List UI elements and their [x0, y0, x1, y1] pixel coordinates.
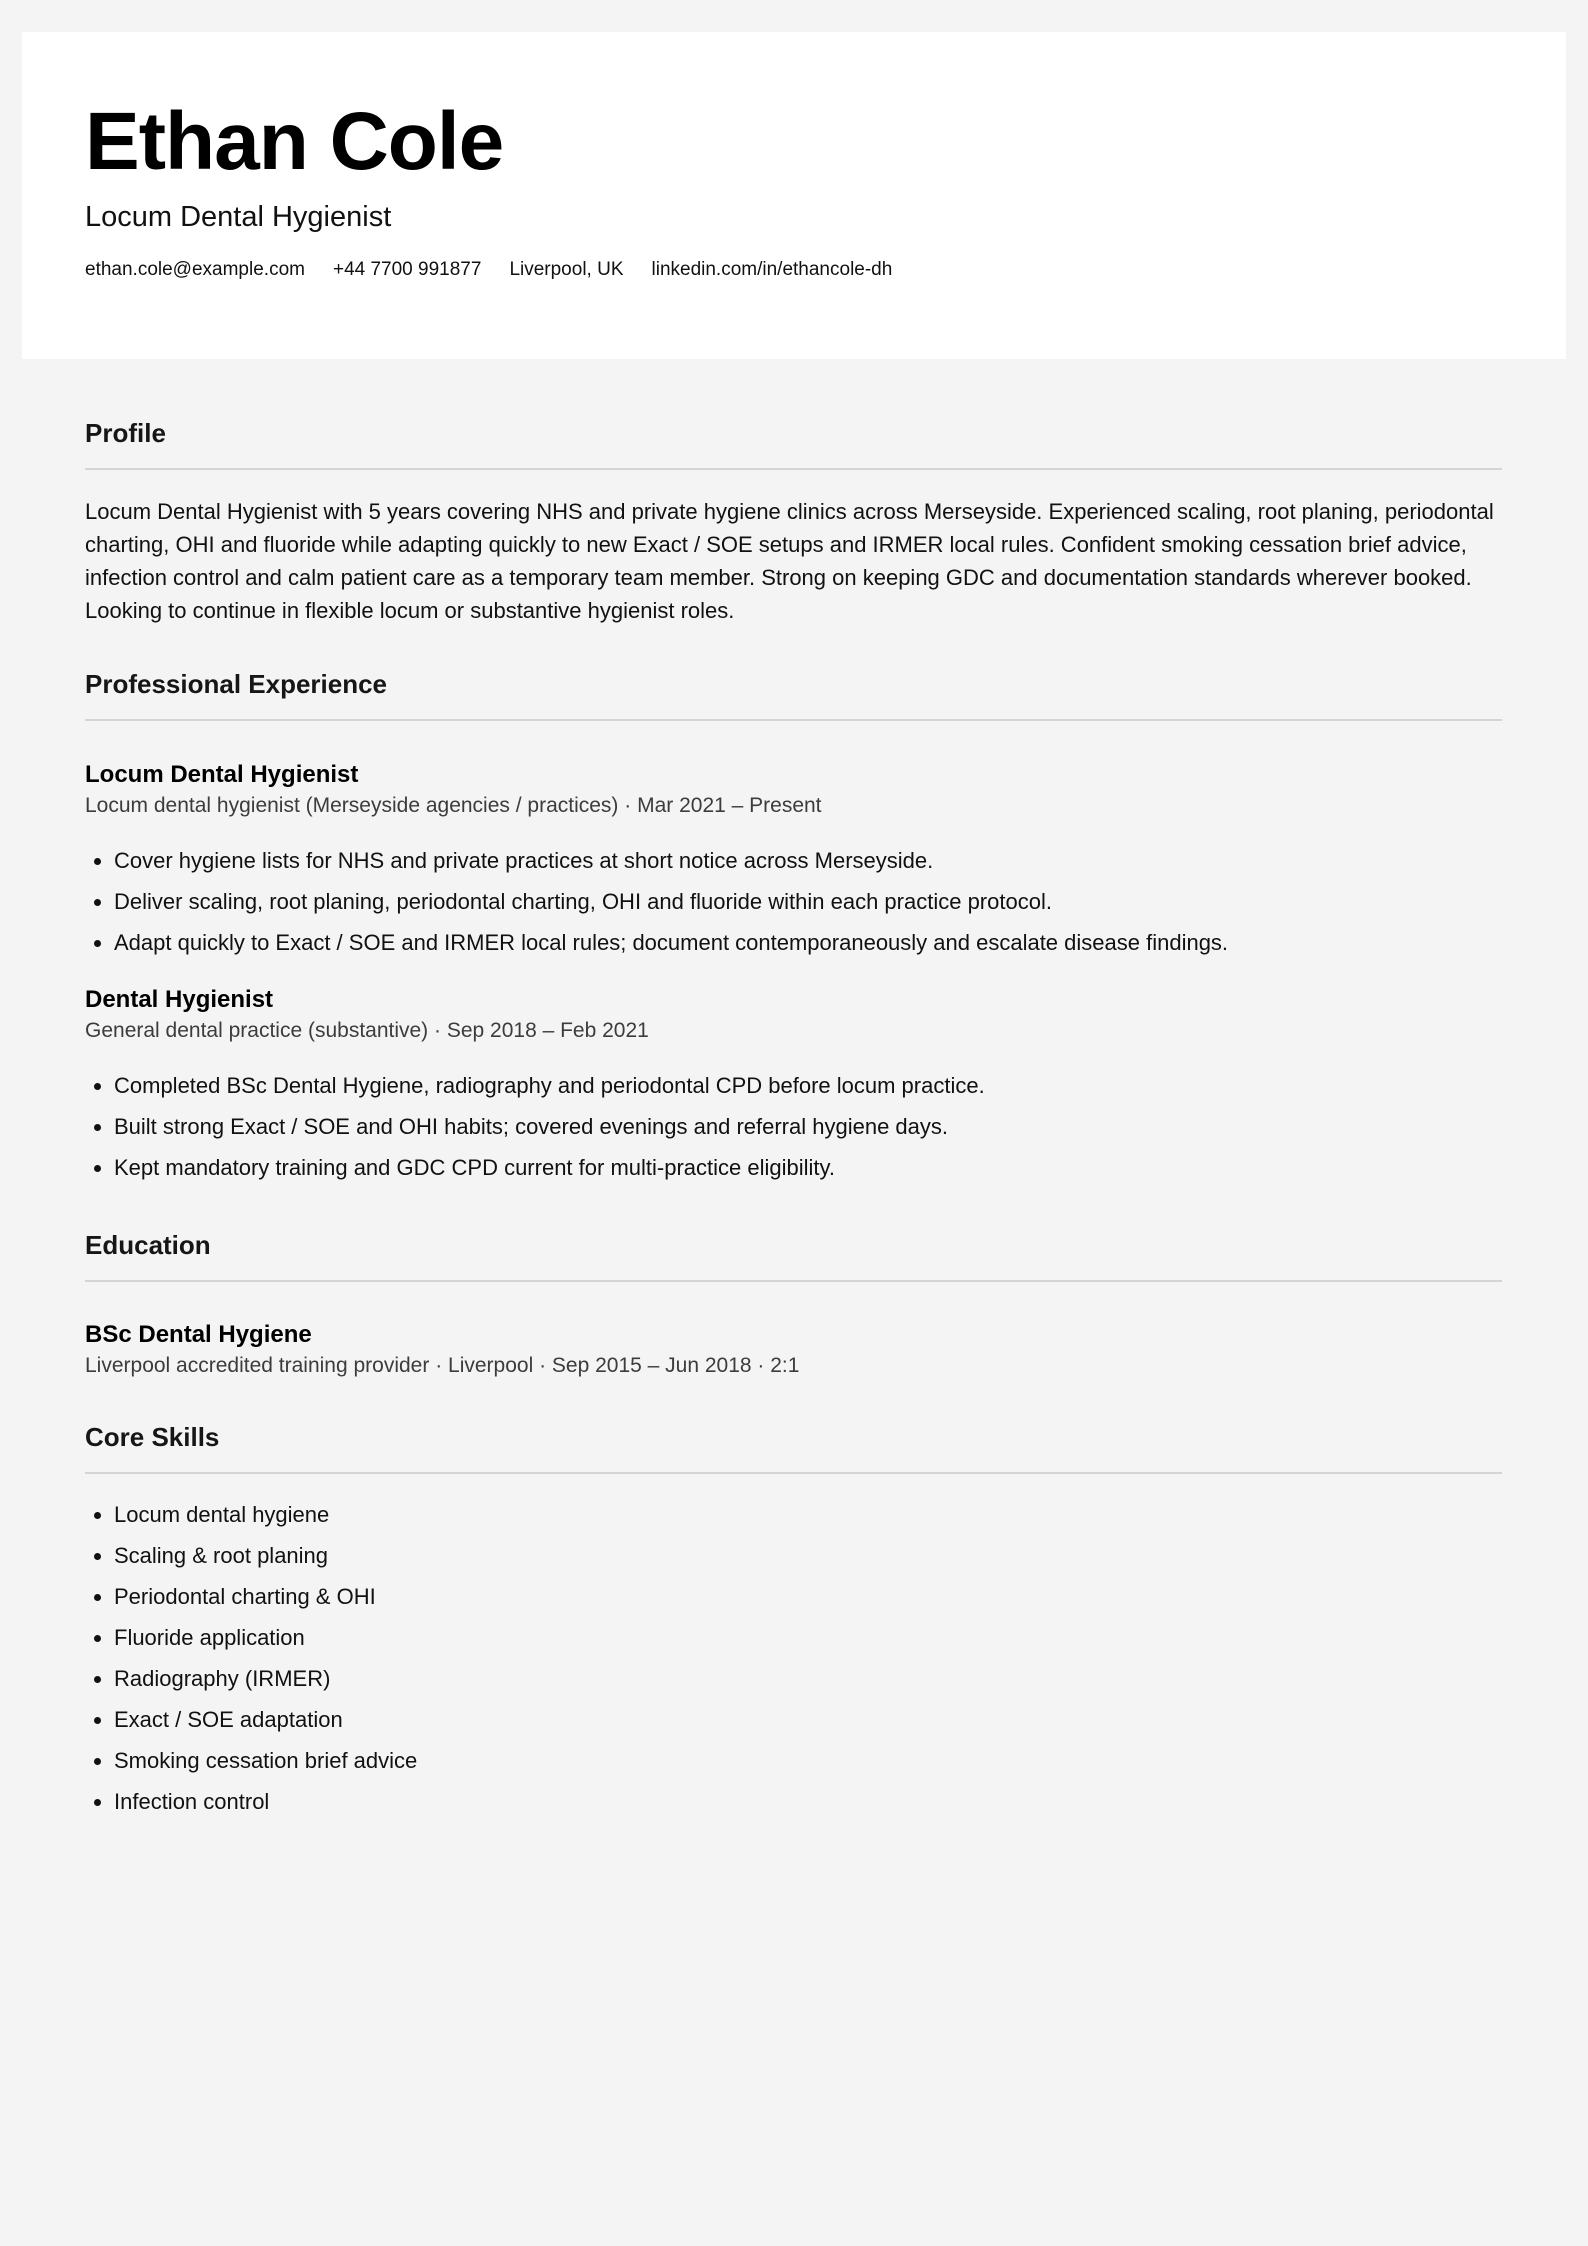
skills-section	[85, 1402, 1502, 1822]
education-section	[85, 1210, 1502, 1380]
job-bullet: • Adapt quickly to Exact / SOE and IRMER local rules; document contemporaneously and escalate disease findings.	[114, 922, 1502, 963]
job-bullet: • Deliver scaling, root planing, periodontal charting, OHI and fluoride within each practice protocol.	[114, 881, 1502, 922]
skill-item: • Radiography (IRMER)	[114, 1658, 1502, 1699]
resume-body	[85, 398, 1502, 1822]
profile-heading: Profile	[85, 418, 166, 448]
contact-email[interactable]: ethan.cole@example.com	[85, 259, 305, 280]
job-meta: General dental practice (substantive) · Sep 2018 – Feb 2021	[85, 1019, 649, 1042]
skills-list	[85, 1494, 1502, 1822]
education-entry	[85, 1318, 1502, 1380]
education-heading: Education	[85, 1230, 211, 1260]
job-entry	[85, 758, 1502, 963]
job-bullet: • Kept mandatory training and GDC CPD current for multi-practice eligibility.	[114, 1147, 1502, 1188]
job-bullet: • Cover hygiene lists for NHS and private practices at short notice across Merseyside.	[114, 840, 1502, 881]
contact-linkedin[interactable]: linkedin.com/in/ethancole-dh	[651, 259, 893, 280]
experience-section	[85, 649, 1502, 1188]
contact-location: Liverpool, UK	[509, 259, 624, 280]
job-title: Locum Dental Hygienist	[85, 761, 359, 788]
contact-phone[interactable]: +44 7700 991877	[332, 259, 482, 280]
profile-section	[85, 398, 1502, 627]
skill-item: • Periodontal charting & OHI	[114, 1576, 1502, 1617]
skill-item: • Smoking cessation brief advice	[114, 1740, 1502, 1781]
candidate-name: Ethan Cole	[85, 96, 504, 187]
resume-header	[22, 32, 1566, 359]
skill-item: • Locum dental hygiene	[114, 1494, 1502, 1535]
job-title: Dental Hygienist	[85, 986, 274, 1013]
job-meta: Locum dental hygienist (Merseyside agencies / practices) · Mar 2021 – Present	[85, 794, 822, 817]
degree-title: BSc Dental Hygiene	[85, 1321, 312, 1348]
job-bullet: • Built strong Exact / SOE and OHI habits; covered evenings and referral hygiene days.	[114, 1106, 1502, 1147]
section-divider	[85, 719, 1502, 721]
skill-item: • Infection control	[114, 1781, 1502, 1822]
section-divider	[85, 1280, 1502, 1282]
job-entry	[85, 983, 1502, 1188]
skill-item: • Scaling & root planing	[114, 1535, 1502, 1576]
profile-summary: Locum Dental Hygienist with 5 years covering NHS and private hygiene clinics across Merseyside. Experienced scaling, root planing, periodontal charting, OHI and fluoride while adapting quickly to new Exact / SOE setups and IRMER local rules. Confident smoking cessation brief advice, infection control and calm patient care as a temporary team member. Strong on keeping GDC and documentation standards wherever booked. Looking to continue in flexible locum or substantive hygienist roles.	[85, 499, 1494, 623]
section-divider	[85, 1472, 1502, 1474]
job-bullet: • Completed BSc Dental Hygiene, radiography and periodontal CPD before locum practice.	[114, 1065, 1502, 1106]
candidate-title: Locum Dental Hygienist	[85, 201, 392, 233]
skill-item: • Fluoride application	[114, 1617, 1502, 1658]
job-bullets	[85, 840, 1502, 963]
job-bullets	[85, 1065, 1502, 1188]
contact-row	[85, 258, 1566, 282]
education-meta: Liverpool accredited training provider · Liverpool · Sep 2015 – Jun 2018 · 2:1	[85, 1354, 800, 1377]
section-divider	[85, 468, 1502, 470]
skill-item: • Exact / SOE adaptation	[114, 1699, 1502, 1740]
skills-heading: Core Skills	[85, 1422, 220, 1452]
experience-heading: Professional Experience	[85, 669, 388, 699]
